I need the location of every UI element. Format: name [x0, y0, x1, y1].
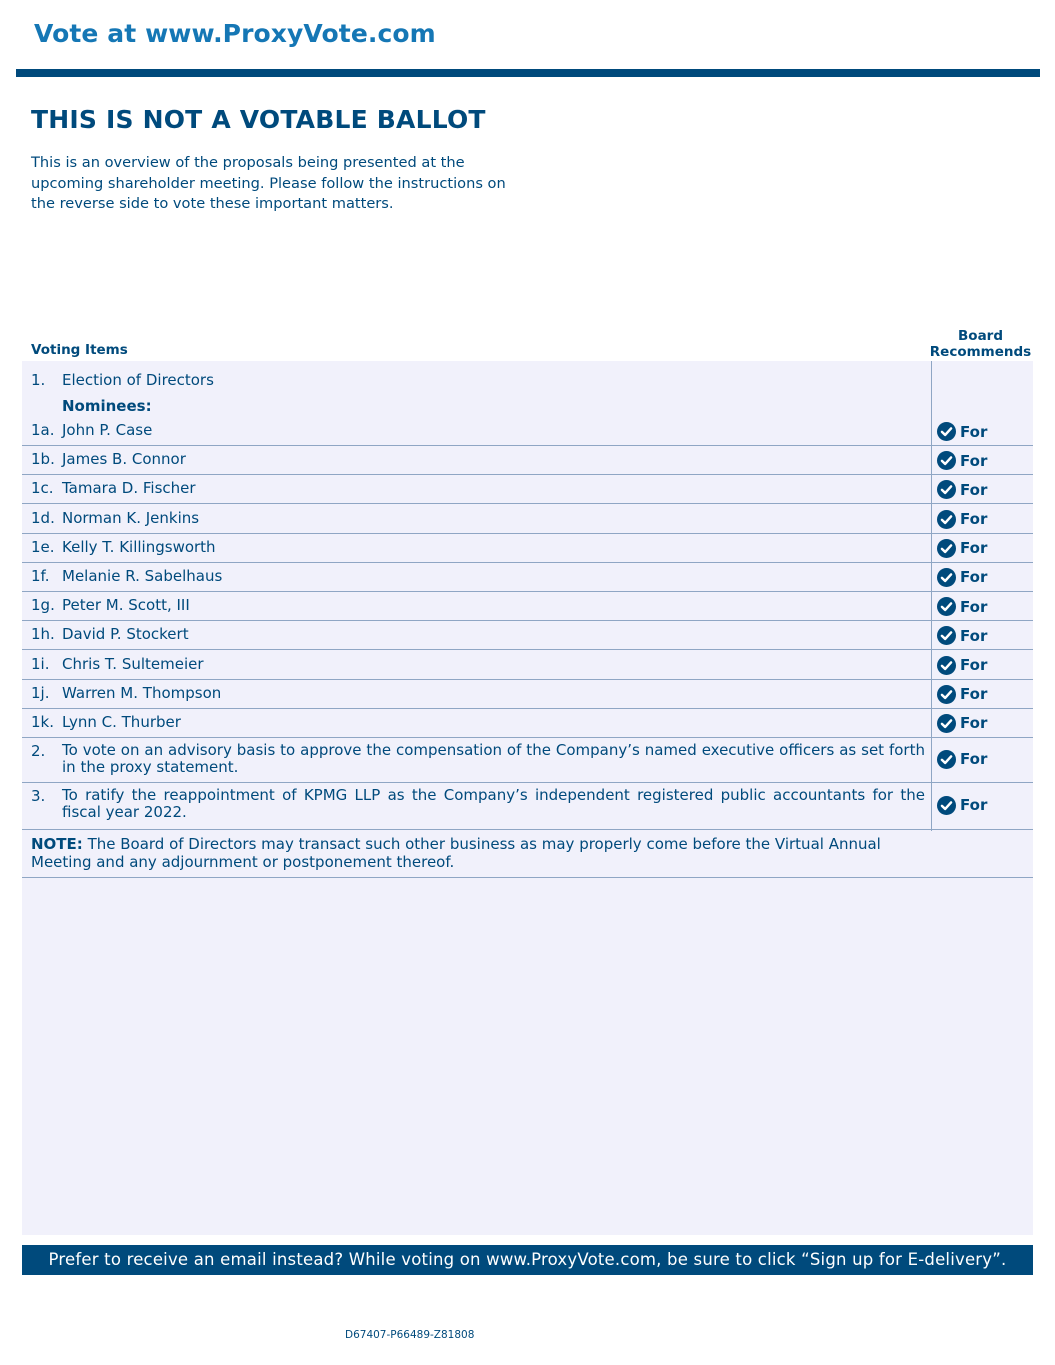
- check-circle-icon: [937, 796, 956, 815]
- nominee-name: Chris T. Sultemeier: [62, 654, 204, 673]
- check-circle-icon: [937, 685, 956, 704]
- nominee-row: [22, 680, 1033, 709]
- board-recommendation: [937, 796, 987, 815]
- check-circle-icon: [937, 539, 956, 558]
- nominee-number: 1f.: [31, 566, 50, 585]
- check-circle-icon: [937, 714, 956, 733]
- board-recommendation: [937, 539, 987, 558]
- page-title: THIS IS NOT A VOTABLE BALLOT: [31, 105, 486, 134]
- nominee-name: Norman K. Jenkins: [62, 508, 200, 527]
- recommendation-label: For: [960, 510, 988, 529]
- voting-items-header: Voting Items: [31, 342, 128, 358]
- nominees-label: Nominees:: [62, 397, 152, 415]
- recommendation-label: For: [960, 480, 988, 499]
- board-recommendation: [937, 480, 987, 499]
- nominee-number: 1k.: [31, 712, 54, 731]
- nominee-number: 1b.: [31, 450, 55, 469]
- check-circle-icon: [937, 656, 956, 675]
- nominee-row: [22, 709, 1033, 738]
- check-circle-icon: [937, 626, 956, 645]
- nominee-row: [22, 563, 1033, 592]
- check-circle-icon: [937, 480, 956, 499]
- document-code: D67407-P66489-Z81808: [345, 1329, 475, 1341]
- recommendation-label: For: [960, 626, 988, 645]
- nominee-number: 1c.: [31, 479, 54, 498]
- recommendation-label: For: [960, 714, 988, 733]
- nominee-name: Lynn C. Thurber: [62, 712, 181, 731]
- proposal-text: To vote on an advisory basis to approve the compensation of the Company’s named executive officers as set forth in the proxy statement.: [62, 741, 925, 776]
- check-circle-icon: [937, 568, 956, 587]
- nominee-number: 1a.: [31, 421, 55, 439]
- item-number: 1.: [31, 371, 46, 389]
- header-divider: [16, 69, 1040, 77]
- board-recommendation: [937, 685, 987, 704]
- proposal-row: [22, 783, 1033, 830]
- check-circle-icon: [937, 422, 956, 441]
- check-circle-icon: [937, 510, 956, 529]
- nominee-name: Peter M. Scott, III: [62, 596, 190, 615]
- recommendation-label: For: [960, 451, 988, 470]
- recommendation-label: For: [960, 796, 988, 814]
- intro-text: This is an overview of the proposals being presented at the upcoming shareholder meeting. Please follow the instructions on the reverse side to vote these important matters.: [31, 154, 506, 212]
- board-recommendation: [937, 422, 987, 441]
- nominee-row: [22, 361, 1033, 446]
- recommendation-label: For: [960, 422, 988, 441]
- nominee-row: [22, 446, 1033, 475]
- note-body: The Board of Directors may transact such other business as may properly come before the Virtual Annual Meeting and any adjournment or postponement thereof.: [31, 835, 881, 871]
- check-circle-icon: [937, 451, 956, 470]
- e-delivery-banner: Prefer to receive an email instead? While voting on www.ProxyVote.com, be sure to click “Sign up for E-delivery”.: [22, 1245, 1033, 1275]
- recommendation-label: For: [960, 568, 988, 587]
- nominee-number: 1d.: [31, 508, 55, 527]
- item-label: Election of Directors: [62, 371, 214, 389]
- proposal-number: 3.: [31, 787, 46, 805]
- note-text: [31, 836, 927, 871]
- board-recommends-header-line2: Recommends: [929, 344, 1032, 360]
- board-recommends-header: [928, 328, 1033, 360]
- check-circle-icon: [937, 597, 956, 616]
- nominee-name: David P. Stockert: [62, 625, 189, 644]
- board-recommendation: [937, 714, 987, 733]
- nominee-number: 1i.: [31, 654, 50, 673]
- nominee-name: Warren M. Thompson: [62, 683, 222, 702]
- nominee-row: [22, 475, 1033, 504]
- proposal-number: 2.: [31, 742, 46, 760]
- recommendation-label: For: [960, 685, 988, 704]
- nominee-name: Tamara D. Fischer: [62, 479, 196, 498]
- note-label: NOTE:: [31, 835, 83, 853]
- board-recommendation: [937, 568, 987, 587]
- check-circle-icon: [937, 750, 956, 769]
- recommendation-label: For: [960, 597, 988, 616]
- nominee-number: 1j.: [31, 683, 50, 702]
- nominee-row: [22, 504, 1033, 533]
- proposal-text: To ratify the reappointment of KPMG LLP as the Company’s independent registered public accountants for the fiscal year 2022.: [62, 786, 925, 821]
- recommendation-label: For: [960, 539, 988, 558]
- board-recommends-header-line1: Board: [958, 328, 1003, 344]
- nominee-name: Kelly T. Killingsworth: [62, 537, 216, 556]
- proxyvote-header-link[interactable]: Vote at www.ProxyVote.com: [34, 19, 436, 48]
- nominee-row: [22, 621, 1033, 650]
- nominee-number: 1e.: [31, 537, 55, 556]
- board-recommendation: [937, 750, 987, 769]
- nominee-name: John P. Case: [62, 421, 153, 439]
- nominee-name: Melanie R. Sabelhaus: [62, 566, 223, 585]
- note-divider: [22, 877, 1033, 878]
- nominee-row: [22, 650, 1033, 679]
- nominee-row: [22, 592, 1033, 621]
- board-recommendation: [937, 656, 987, 675]
- board-recommendation: [937, 597, 987, 616]
- board-recommendation: [937, 626, 987, 645]
- recommendation-label: For: [960, 750, 988, 768]
- recommendation-label: For: [960, 656, 988, 675]
- nominee-number: 1h.: [31, 625, 55, 644]
- proposal-row: [22, 738, 1033, 783]
- board-recommendation: [937, 451, 987, 470]
- nominee-number: 1g.: [31, 596, 55, 615]
- board-recommendation: [937, 510, 987, 529]
- nominee-name: James B. Connor: [62, 450, 186, 469]
- nominee-row: [22, 534, 1033, 563]
